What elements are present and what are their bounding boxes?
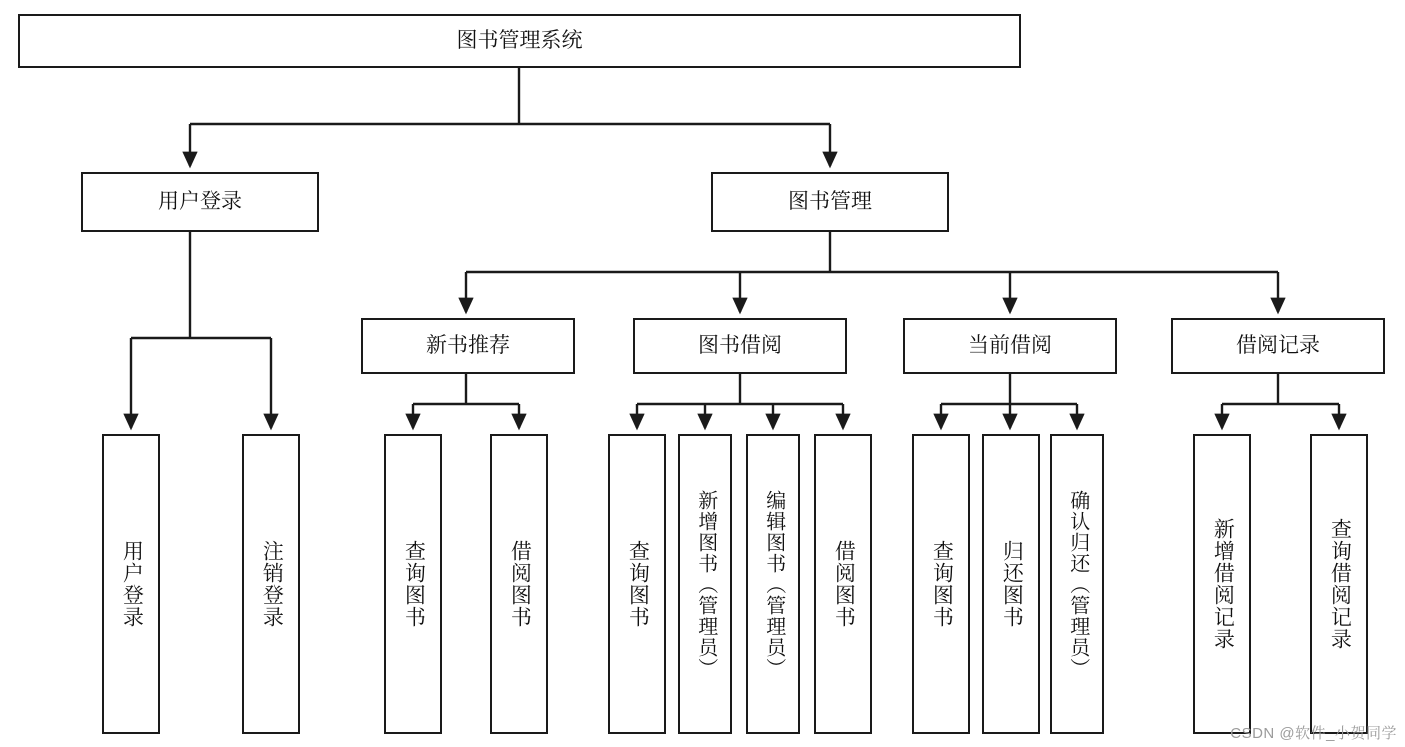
leaf-query-book-recommend[interactable]: 查询图书 xyxy=(384,434,442,734)
leaf-return-book[interactable]: 归还图书 xyxy=(982,434,1040,734)
leaf-add-book[interactable]: 新增图书（管理员） xyxy=(678,434,732,734)
leaf-add-borrow-record[interactable]: 新增借阅记录 xyxy=(1193,434,1251,734)
leaf-edit-book[interactable]: 编辑图书（管理员） xyxy=(746,434,800,734)
node-current-borrow[interactable]: 当前借阅 xyxy=(903,318,1117,374)
node-book-management[interactable]: 图书管理 xyxy=(711,172,949,232)
node-root[interactable]: 图书管理系统 xyxy=(18,14,1021,68)
leaf-borrow-book[interactable]: 借阅图书 xyxy=(814,434,872,734)
leaf-logout[interactable]: 注销登录 xyxy=(242,434,300,734)
node-user-login[interactable]: 用户登录 xyxy=(81,172,319,232)
node-new-book-recommend[interactable]: 新书推荐 xyxy=(361,318,575,374)
leaf-confirm-return[interactable]: 确认归还（管理员） xyxy=(1050,434,1104,734)
leaf-user-login[interactable]: 用户登录 xyxy=(102,434,160,734)
leaf-borrow-book-recommend[interactable]: 借阅图书 xyxy=(490,434,548,734)
leaf-query-borrow-record[interactable]: 查询借阅记录 xyxy=(1310,434,1368,734)
leaf-query-book-borrow[interactable]: 查询图书 xyxy=(608,434,666,734)
leaf-query-book-current[interactable]: 查询图书 xyxy=(912,434,970,734)
node-book-borrow[interactable]: 图书借阅 xyxy=(633,318,847,374)
watermark: CSDN @软件_小贺同学 xyxy=(1230,725,1397,742)
node-borrow-record[interactable]: 借阅记录 xyxy=(1171,318,1385,374)
